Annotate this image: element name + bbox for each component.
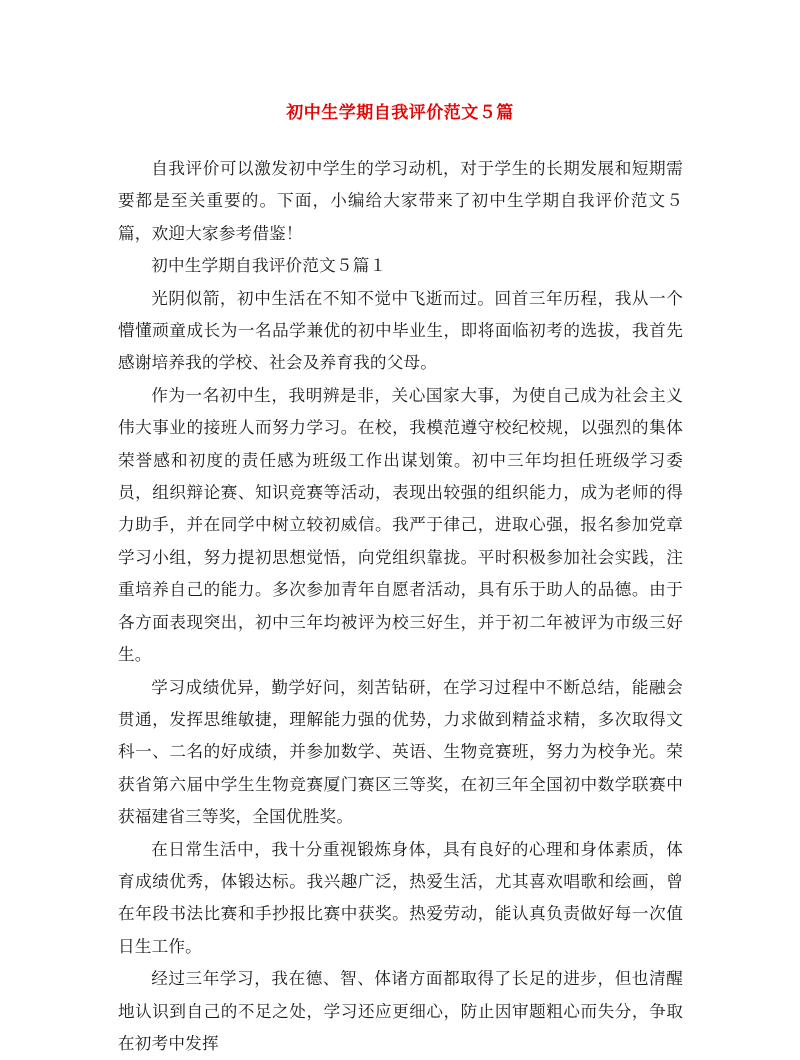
body-paragraph: 学习成绩优异，勤学好问，刻苦钻研，在学习过程中不断总结，能融会贯通，发挥思维敏捷，理解能力强的优势，力求做到精益求精，多次取得文科一、二名的好成绩，并参加数学、英语、生物竞赛班，努力为校争光。荣获省第六届中学生生物竞赛厦门赛区三等奖，在初三年全国初中数学联赛中获福建省三等奖，全国优胜奖。 [118,677,683,827]
document-title: 初中生学期自我评价范文５篇 [286,103,514,123]
body-paragraph: 在日常生活中，我十分重视锻炼身体，具有良好的心理和身体素质，体育成绩优秀，体锻达标。我兴趣广泛，热爱生活，尤其喜欢唱歌和绘画，曾在年段书法比赛和手抄报比赛中获奖。热爱劳动，能认真负责做好每一次值日生工作。 [118,839,683,956]
body-paragraph: 光阴似箭，初中生活在不知不觉中飞逝而过。回首三年历程，我从一个懵懂顽童成长为一名品学兼优的初中毕业生，即将面临初考的选拔，我首先感谢培养我的学校、社会及养育我的父母。 [118,288,683,373]
document-body [118,153,683,1060]
body-paragraph: 作为一名初中生，我明辨是非，关心国家大事，为使自己成为社会主义伟大事业的接班人而努力学习。在校，我模范遵守校纪校规，以强烈的集体荣誉感和初度的责任感为班级工作出谋划策。初中三年均担任班级学习委员，组织辩论赛、知识竞赛等活动，表现出较强的组织能力，成为老师的得力助手，并在同学中树立较初威信。我严于律己，进取心强，报名参加党章学习小组，努力提初思想觉悟，向党组织靠拢。平时积极参加社会实践，注重培养自己的能力。多次参加青年自愿者活动，具有乐于助人的品德。由于各方面表现突出，初中三年均被评为校三好生，并于初二年被评为市级三好生。 [118,385,683,665]
section-heading: 初中生学期自我评价范文５篇１ [151,256,387,276]
intro-paragraph: 自我评价可以激发初中学生的学习动机，对于学生的长期发展和短期需要都是至关重要的。下面，小编给大家带来了初中生学期自我评价范文５篇，欢迎大家参考借鉴！ [118,159,683,243]
body-paragraph: 经过三年学习，我在德、智、体诸方面都取得了长足的进步，但也清醒地认识到自己的不足之处，学习还应更细心，防止因审题粗心而失分，争取在初考中发挥 [118,969,683,1053]
